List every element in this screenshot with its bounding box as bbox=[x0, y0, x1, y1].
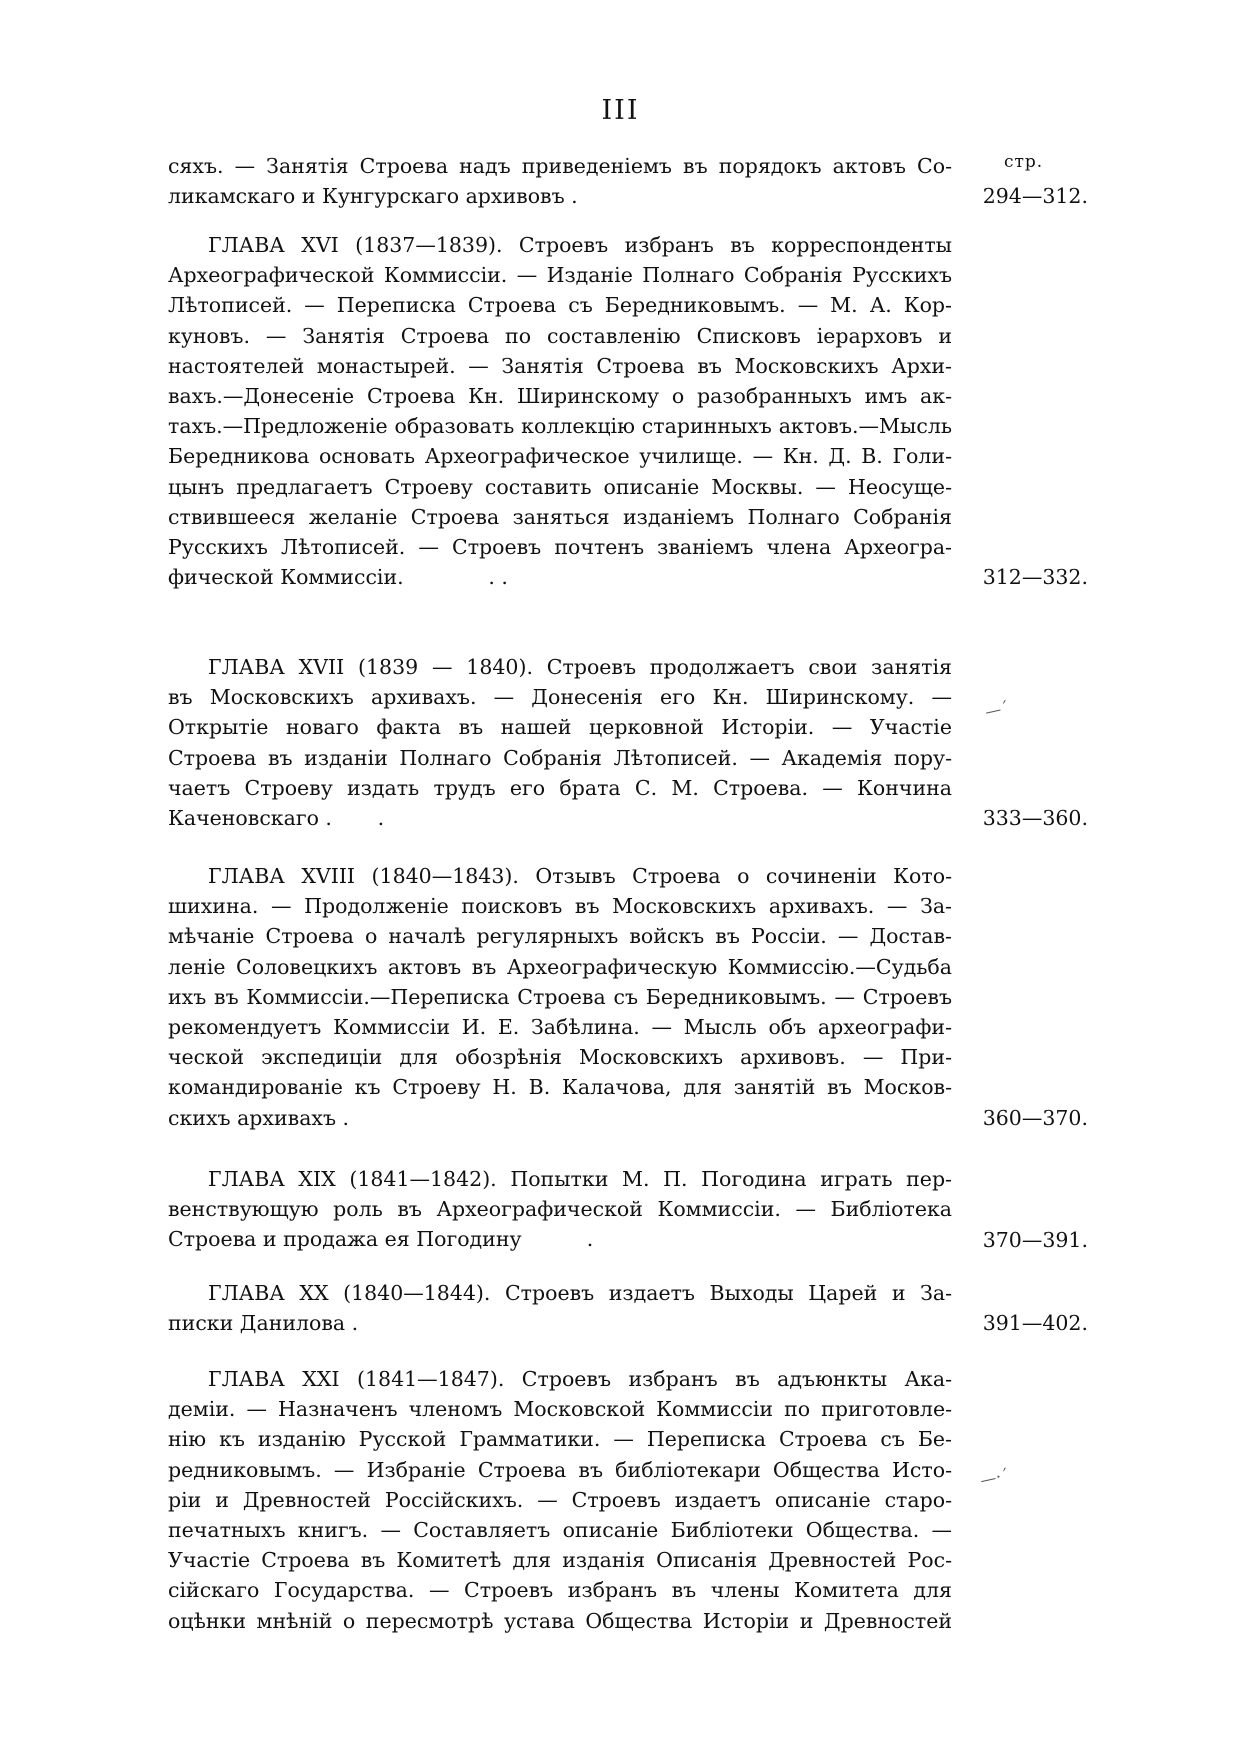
entry-line: скихъ архивахъ . bbox=[168, 1105, 350, 1130]
entry-line: Строева и продажа ея Погодину bbox=[168, 1227, 522, 1252]
entry-line: въ Московскихъ архивахъ. — Донесенія его Кн. Ширинскому. — bbox=[168, 685, 952, 710]
chapter-heading-line: ГЛАВА XIX (1841—1842). Попытки М. П. Погодина играть пер- bbox=[208, 1167, 952, 1191]
entry-line: Бередникова основать Археографическое училище. — Кн. Д. В. Голи- bbox=[168, 444, 952, 469]
chapter-heading-line: ГЛАВА XXI (1841—1847). Строевъ избранъ въ адъюнкты Ака- bbox=[208, 1367, 952, 1391]
chapter-heading-line: ГЛАВА XVIII (1840—1843). Отзывъ Строева о сочиненіи Кото- bbox=[208, 864, 952, 888]
toc-entry bbox=[168, 1367, 1088, 1639]
entry-line: ческой экспедиціи для обозрѣнія Московскихъ архивовъ. — При- bbox=[168, 1045, 952, 1070]
entry-line: чаетъ Строеву издать трудъ его брата С. М. Строева. — Кончина bbox=[168, 775, 952, 800]
entry-line: вахъ.—Донесеніе Строева Кн. Ширинскому о разобранныхъ имъ ак- bbox=[168, 383, 952, 408]
entry-line: Участіе Строева въ Комитетѣ для изданія Описанія Древностей Рос- bbox=[168, 1548, 952, 1573]
entry-line: ріи и Древностей Россійскихъ. — Строевъ издаетъ описаніе старо- bbox=[168, 1487, 952, 1512]
entry-line: Открытіе новаго факта въ нашей церковной Исторіи. — Участіе bbox=[168, 715, 952, 740]
toc-entry bbox=[168, 1281, 1088, 1341]
entry-line: тахъ.—Предложеніе образовать коллекцію старинныхъ актовъ.—Мысль bbox=[168, 414, 952, 439]
entry-line: рекомендуетъ Коммиссіи И. Е. Забѣлина. — Мысль объ археографи- bbox=[168, 1014, 952, 1039]
page-range: 294—312. bbox=[982, 184, 1088, 209]
page-range: 312—332. bbox=[982, 565, 1088, 590]
entry-line: Лѣтописей. — Переписка Строева съ Бередниковымъ. — М. А. Кор- bbox=[168, 293, 952, 318]
dot-leader: . bbox=[331, 805, 385, 830]
pages-column-label: стр. bbox=[1004, 152, 1044, 172]
entry-line: сяхъ. — Занятія Строева надъ приведеніемъ въ порядокъ актовъ Со- bbox=[168, 154, 952, 178]
entry-line: настоятелей монастырей. — Занятія Строева въ Московскихъ Архи- bbox=[168, 353, 952, 378]
entry-line: леніе Соловецкихъ актовъ въ Археографическую Коммиссію.—Судьба bbox=[168, 954, 952, 979]
page-range: 391—402. bbox=[982, 1311, 1088, 1336]
entry-line: писки Данилова . bbox=[168, 1311, 359, 1336]
margin-pencil-mark: —·ˊ bbox=[978, 1465, 1011, 1490]
dot-leader bbox=[349, 1106, 485, 1130]
chapter-heading-line: ГЛАВА XVI (1837—1839). Строевъ избранъ въ корреспонденты bbox=[208, 233, 952, 257]
entry-line: Археографической Коммиссіи. — Изданіе Полнаго Собранія Русскихъ bbox=[168, 263, 952, 288]
chapter-heading-line: ГЛАВА XX (1840—1844). Строевъ издаетъ Выходы Царей и За- bbox=[208, 1281, 952, 1305]
entry-line: печатныхъ книгъ. — Составляетъ описаніе Библіотеки Общества. — bbox=[168, 1517, 952, 1542]
dot-leader bbox=[358, 1311, 494, 1335]
toc-entry bbox=[168, 1167, 1088, 1258]
dot-leader: . bbox=[564, 184, 578, 209]
margin-pencil-mark: —ˊ bbox=[983, 697, 1011, 722]
page-number: III bbox=[601, 95, 640, 126]
toc-entry bbox=[168, 864, 1088, 1136]
entry-line: венствующую роль въ Археографической Коммиссіи. — Библіотека bbox=[168, 1197, 952, 1222]
entry-line: нію къ изданію Русской Грамматики. — Переписка Строева съ Бе- bbox=[168, 1427, 952, 1452]
entry-line: цынъ предлагаетъ Строеву составить описаніе Москвы. — Неосуще- bbox=[168, 474, 952, 499]
toc-entry bbox=[168, 233, 1088, 595]
entry-line: Русскихъ Лѣтописей. — Строевъ почтенъ званіемъ члена Археогра- bbox=[168, 534, 952, 559]
entry-line: куновъ. — Занятія Строева по составленію Списковъ іерарховъ и bbox=[168, 323, 952, 348]
entry-line: сійскаго Государства. — Строевъ избранъ въ члены Комитета для bbox=[168, 1578, 952, 1603]
entry-line: командированіе къ Строеву Н. В. Калачова, для занятій въ Москов- bbox=[168, 1075, 952, 1100]
chapter-heading-line: ГЛАВА XVII (1839 — 1840). Строевъ продолжаетъ свои занятія bbox=[208, 655, 952, 679]
page-range: 370—391. bbox=[982, 1227, 1088, 1252]
entry-line: фической Коммиссіи. bbox=[168, 565, 404, 590]
entry-line: Каченовскаго . bbox=[168, 805, 332, 830]
entry-line: ихъ въ Коммиссіи.—Переписка Строева съ Бередниковымъ. — Строевъ bbox=[168, 984, 952, 1009]
entry-line: ликамскаго и Кунгурскаго архивовъ bbox=[168, 184, 565, 209]
toc-entry bbox=[168, 655, 1088, 836]
entry-line: мѣчаніе Строева о началѣ регулярныхъ войскъ въ Россіи. — Достав- bbox=[168, 924, 952, 949]
entry-line: оцѣнки мнѣній о пересмотрѣ устава Общества Исторіи и Древностей bbox=[168, 1608, 952, 1633]
dot-leader: . bbox=[521, 1227, 594, 1252]
entry-line: редниковымъ. — Избраніе Строева въ библіотекари Общества Исто- bbox=[168, 1457, 952, 1482]
page-range: 333—360. bbox=[982, 806, 1088, 831]
entry-line: деміи. — Назначенъ членомъ Московской Коммиссіи по приготовле- bbox=[168, 1397, 952, 1422]
entry-line: шихина. — Продолженіе поисковъ въ Московскихъ архивахъ. — За- bbox=[168, 894, 952, 919]
entry-line: ствившееся желаніе Строева заняться изданіемъ Полнаго Собранія bbox=[168, 504, 952, 529]
page-range: 360—370. bbox=[982, 1105, 1088, 1130]
toc-entry bbox=[168, 154, 1088, 214]
entry-line: Строева въ изданіи Полнаго Собранія Лѣтописей. — Академія пору- bbox=[168, 745, 952, 770]
dot-leader: . . bbox=[403, 565, 508, 590]
